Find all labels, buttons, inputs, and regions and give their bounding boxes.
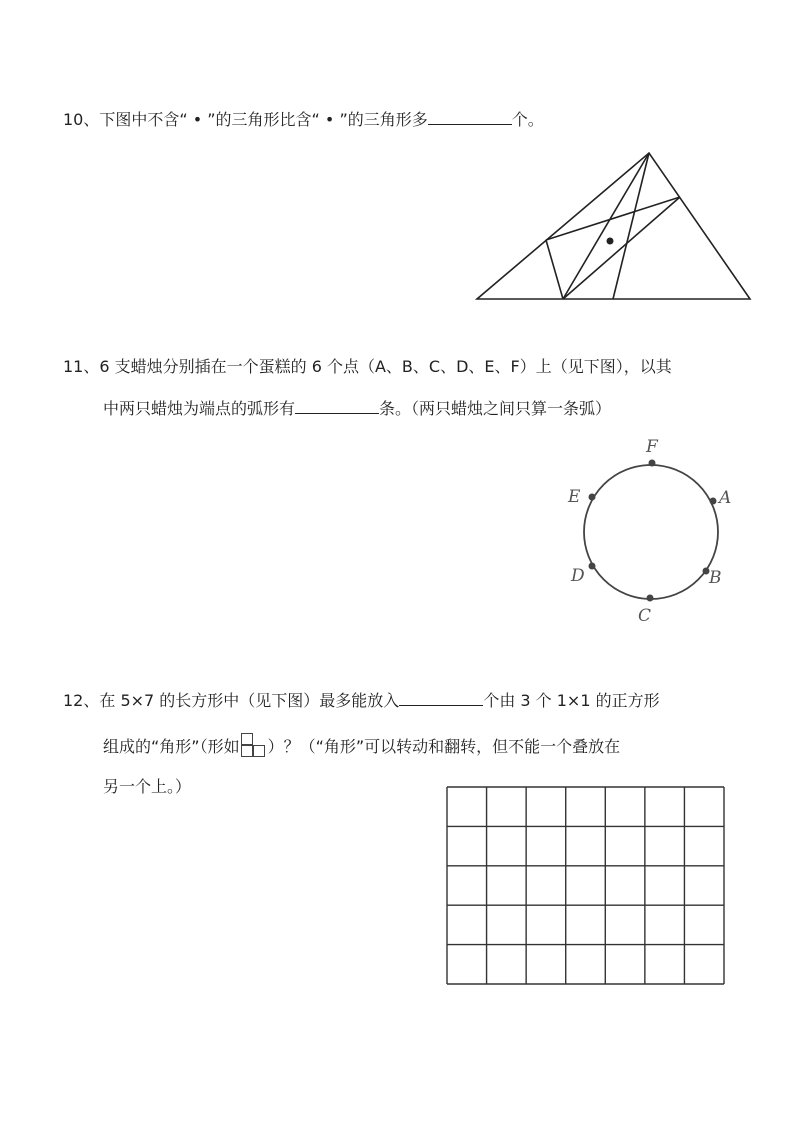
- inner-line-4: [546, 240, 563, 299]
- q12-text-line3: 另一个上。）: [103, 777, 192, 796]
- outer-triangle: [477, 153, 750, 299]
- inner-line-3: [546, 197, 680, 240]
- q11-answer-blank[interactable]: [295, 397, 379, 414]
- q11-text-line2-end: 条。（两只蜡烛之间只算一条弧）: [379, 399, 612, 418]
- q12-text-line2-end: ）？（“角形”可以转动和翻转，但不能一个叠放在: [267, 737, 621, 756]
- inner-line-2: [563, 153, 649, 299]
- q10-line: [63, 108, 544, 132]
- label-c: C: [638, 606, 652, 626]
- point-c: [647, 595, 654, 602]
- q11-text-line2: 中两只蜡烛为端点的弧形有: [103, 399, 296, 418]
- q11-line2: [103, 397, 611, 421]
- marked-dot: [607, 238, 614, 245]
- point-f: [649, 460, 656, 467]
- inner-line-5: [563, 197, 680, 299]
- point-e: [589, 494, 596, 501]
- inner-line-1: [613, 153, 649, 299]
- q12-text-line1: 12、在 5×7 的长方形中（见下图）最多能放入: [63, 691, 400, 710]
- q12-text-line1-end: 个由 3 个 1×1 的正方形: [483, 691, 660, 710]
- q12-line2: [103, 733, 620, 759]
- q10-text: 10、下图中不含“ • ”的三角形比含“ • ”的三角形多: [63, 110, 428, 129]
- q10-answer-blank[interactable]: [428, 108, 512, 125]
- cake-circle: [584, 465, 718, 599]
- point-b: [703, 568, 710, 575]
- q12-answer-blank[interactable]: [399, 689, 483, 706]
- label-d: D: [571, 566, 585, 586]
- q11-text-line1: 11、6 支蜡烛分别插在一个蛋糕的 6 个点（A、B、C、D、E、F）上（见下图），以其: [63, 357, 672, 376]
- q12-line3: [103, 775, 191, 799]
- q11-line1: [63, 355, 672, 379]
- label-f: F: [646, 437, 658, 457]
- l-shape-icon: [241, 733, 267, 759]
- q10-text-end: 个。: [511, 110, 544, 129]
- q12-text-line2: 组成的“角形”（形如: [103, 737, 240, 756]
- label-b: B: [709, 568, 722, 588]
- label-a: A: [719, 488, 732, 508]
- point-a: [710, 498, 717, 505]
- q12-line1: [63, 689, 660, 713]
- label-e: E: [568, 487, 581, 507]
- point-d: [589, 563, 596, 570]
